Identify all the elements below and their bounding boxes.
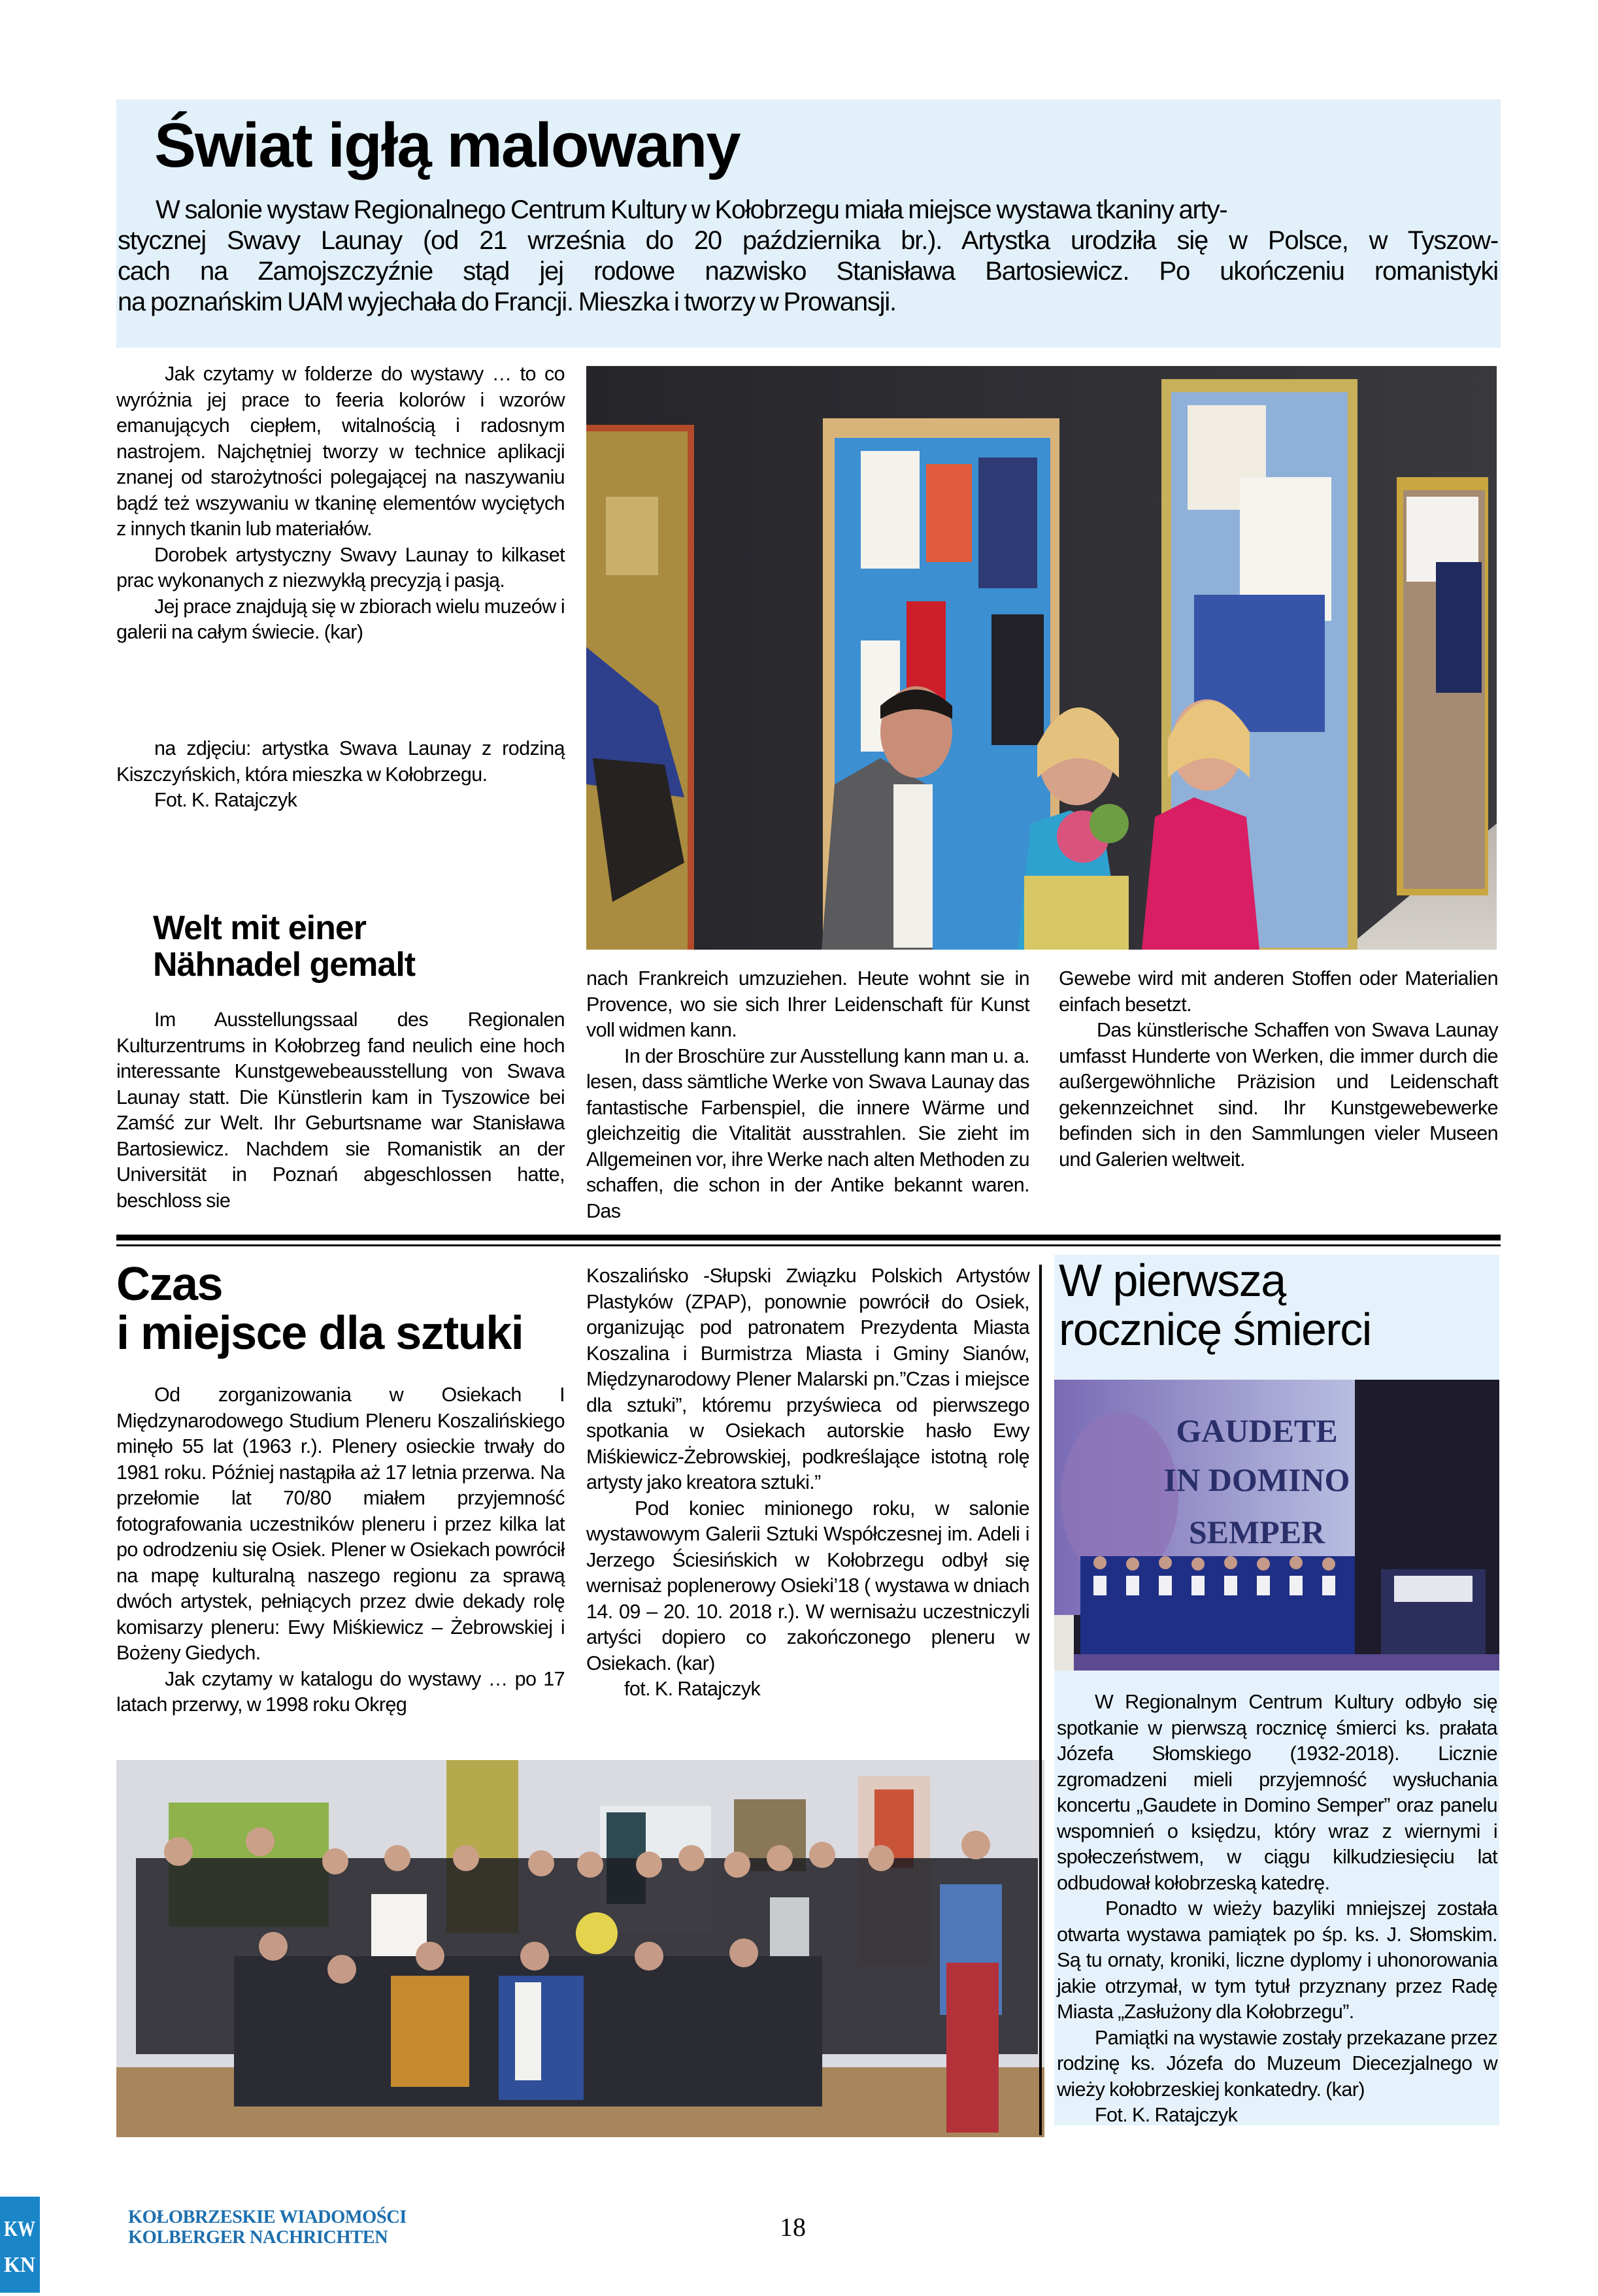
- article-body-rocznica: [1057, 1689, 1497, 2129]
- paragraph: Das künstlerische Schaffen von Swava Launay umfasst Hunderte von Werken, die immer durch die außergewöhnliche Präzision und Leidenschaft gekennzeichnet sind. Ihr Kunstgewebewerke befinden sich in den Sammlungen vieler Museen und Galerien weltweit.: [1059, 1019, 1498, 1171]
- paragraph: Ponadto w wieży bazyliki mniejszej została otwarta wystawa pamiątek po śp. ks. J. Słomskim. Są tu ornaty, kroniki, liczne dyplomy i uhonorowania jakie otrzymał, w tym tytuł przyznany przez Radę Miasta „Zasłużony dla Kołobrzegu”.: [1057, 1897, 1497, 2023]
- svg-text:KW: KW: [4, 2217, 35, 2241]
- paragraph: Pamiątki na wystawie zostały przekazane przez rodzinę ks. Józefa do Muzeum Diecezjalnego w wieży kołobrzeskiej konkatedry. (kar): [1057, 2026, 1497, 2101]
- article-title-rocznica: [1059, 1256, 1371, 1354]
- paragraph: nach Frankreich umzuziehen. Heute wohnt sie in Provence, wo sie sich Ihrer Leidenschaft für Kunst voll widmen kann.: [586, 967, 1029, 1041]
- exhibition-photo: [586, 366, 1497, 950]
- paragraph: Koszalińsko -Słupski Związku Polskich Artystów Plastyków (ZPAP), ponownie powrócił do Osiek, organizując pod patronatem Prezydenta Miasta Koszalina i Burmistrza Miasta i Gminy Sianów, Międzynarodowy Plener Malarski pn.”Czas i miejsce dla sztuki”, któremu przyświeca od pierwszego spotkania w Osiekach autorskie hasło Ewy Miśkiewicz-Żebrowskiej, podkreślające istotną rolę artysty jako kreatora sztuki.”: [586, 1265, 1029, 1493]
- paragraph: Dorobek artystyczny Swavy Launay to kilkaset prac wykonanych z niezwykłą precyzją i pasją.: [116, 543, 565, 591]
- title-line: Welt mit einer: [153, 909, 367, 947]
- paragraph: Jak czytamy w katalogu do wystawy … po 17 latach przerwy, w 1998 roku Okręg: [116, 1667, 565, 1716]
- article-body-welt-col3: [1059, 966, 1498, 1173]
- concert-photo: [1054, 1380, 1499, 1671]
- article-body-swiat: [116, 361, 565, 646]
- paragraph: Od zorganizowania w Osiekach I Międzynarodowego Studium Pleneru Koszalińskiego minęło 55 lat (1963 r.). Plenery osieckie trwały do 1981 roku. Później nastąpiła aż 17 letnia przerwa. Na przełomie lat 70/80 miałem przyjemność fotografowania uczestników pleneru i przez kilka lat po odrodzeniu się Osiek. Plener w Osiekach powrócił na mapę kulturalną naszego regionu za sprawą dwóch artystek, pełniących przez dwie dekady rolę komisarzy pleneru: Ewy Miśkiewicz – Żebrowskiej i Bożeny Giedych.: [116, 1384, 565, 1664]
- section-divider-thin: [116, 1244, 1501, 1246]
- title-line: Czas: [116, 1258, 223, 1310]
- svg-text:KN: KN: [4, 2253, 36, 2277]
- lead-line: stycznej Swavy Launay (od 21 września do 20 października br.). Artystka urodziła się w Polsce, w Tyszow-: [118, 226, 1498, 255]
- article-title-welt: [153, 910, 415, 983]
- page-number: 18: [780, 2212, 806, 2242]
- lead-line: cach na Zamojszczyźnie stąd jej rodowe nazwisko Stanisława Bartosiewicz. Po ukończeniu romanistyki: [118, 257, 1498, 286]
- banner-word: GAUDETE: [1176, 1412, 1338, 1449]
- lead-line: W salonie wystaw Regionalnego Centrum Kultury w Kołobrzegu miała miejsce wystawa tkaniny arty-: [156, 195, 1227, 224]
- concert-photo-illustration: [1054, 1380, 1499, 1671]
- article-body-welt-col2: [586, 966, 1029, 1224]
- artists-group-photo: [116, 1760, 1044, 2137]
- article-body-welt-col1: [116, 1007, 565, 1214]
- title-line: i miejsce dla sztuki: [116, 1307, 524, 1359]
- publication-logo: [0, 2197, 40, 2293]
- title-line: rocznicę śmierci: [1059, 1304, 1371, 1355]
- paragraph: In der Broschüre zur Ausstellung kann man u. a. lesen, dass sämtliche Werke von Swava Launay das fantastische Farbenspiel, die innere Wärme und gleichzeitig die Vitalität ausstrahlen. Sie zieht im Allgemeinen vor, ihre Werke nach alten Methoden zu schaffen, die schon in der Antike bekannt waren. Das: [586, 1044, 1029, 1222]
- banner-word: IN DOMINO: [1163, 1461, 1350, 1498]
- photo-credit: Fot. K. Ratajczyk: [154, 789, 297, 811]
- article-body-czas-col1: [116, 1382, 565, 1718]
- article-title-czas: [116, 1260, 523, 1358]
- publication-name-pl: KOŁOBRZESKIE WIADOMOŚCI: [128, 2207, 407, 2227]
- paragraph: Jak czytamy w folderze do wystawy … to co wyróżnia jej prace to feeria kolorów i wzorów emanujących ciepłem, witalnością i radosnym nastrojem. Najchętniej tworzy w technice aplikacji znanej od starożytności polegającej na naszywaniu bądź też wszywaniu w tkaninę elementów wyciętych z innych tkanin lub materiałów.: [116, 363, 565, 540]
- artists-group-photo-illustration: [116, 1760, 1044, 2137]
- section-divider-thick: [116, 1235, 1501, 1240]
- paragraph: Im Ausstellungssaal des Regionalen Kulturzentrums in Kołobrzeg fand neulich eine hoch interessante Kunstgewebeausstellung von Swava Launay statt. Die Künstlerin kam in Tyszowice bei Zamść zur Welt. Ihr Geburtsname war Stanisława Bartosiewicz. Nachdem sie Romanistik an der Universität in Poznań abgeschlossen hatte, beschloss sie: [116, 1008, 565, 1212]
- article-title-swiat: Świat igłą malowany: [154, 110, 740, 180]
- photo-credit: fot. K. Ratajczyk: [624, 1678, 761, 1700]
- publication-name-de: KOLBERGER NACHRICHTEN: [128, 2227, 388, 2248]
- paragraph: Gewebe wird mit anderen Stoffen oder Materialien einfach besetzt.: [1059, 967, 1498, 1016]
- paragraph: W Regionalnym Centrum Kultury odbyło się spotkanie w pierwszą rocznicę śmierci ks. prałata Józefa Słomskiego (1932-2018). Licznie zgromadzeni mieli przyjemność wysłuchania koncertu „Gaudete in Domino Semper” oraz panelu wspomnień o księdzu, który wraz z wiernymi i społeczeństwem, w ciągu kilkudziesięciu lat odbudował kołobrzeską katedrę.: [1057, 1691, 1497, 1894]
- column-rule: [1039, 1265, 1042, 2135]
- publication-name: [128, 2207, 407, 2248]
- paragraph: Pod koniec minionego roku, w salonie wystawowym Galerii Sztuki Współczesnej im. Adeli i Jerzego Ściesińskich w Kołobrzegu odbył się wernisaż poplenerowy Osieki’18 ( wystawa w dniach 14. 09 – 20. 10. 2018 r.). W wernisażu uczestniczyli artyści dopiero co zakończonego pleneru w Osiekach. (kar): [586, 1497, 1029, 1674]
- kwkn-logo-icon: [0, 2197, 40, 2293]
- title-line: W pierwszą: [1059, 1255, 1286, 1306]
- article-lead-swiat: [118, 195, 1498, 318]
- lead-line: na poznańskim UAM wyjechała do Francji. Mieszka i tworzy w Prowansji.: [118, 288, 896, 316]
- banner-word: SEMPER: [1188, 1514, 1325, 1550]
- paragraph: Jej prace znajdują się w zbiorach wielu muzeów i galerii na całym świecie. (kar): [116, 595, 565, 643]
- exhibition-photo-illustration: [586, 366, 1497, 950]
- photo-credit: Fot. K. Ratajczyk: [1095, 2104, 1238, 2126]
- title-line: Nähnadel gemalt: [153, 946, 416, 984]
- caption-text: na zdjęciu: artystka Swava Launay z rodziną Kiszczyńskich, która mieszka w Kołobrzegu.: [116, 737, 565, 786]
- photo-caption-swiat: [116, 736, 565, 814]
- article-body-czas-col2: [586, 1263, 1029, 1703]
